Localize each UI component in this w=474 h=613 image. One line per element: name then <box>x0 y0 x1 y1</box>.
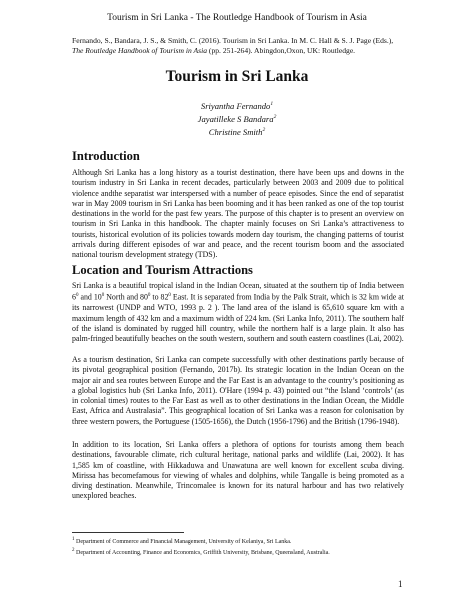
footnote-divider <box>72 532 184 533</box>
citation-block <box>72 36 404 56</box>
author-2: Jayatilleke S Bandara$^2$ <box>197 113 277 124</box>
author-1: Sriyantha Fernando$^1$ <box>200 100 274 111</box>
intro-heading: Introduction <box>72 149 140 163</box>
author-list <box>0 99 474 138</box>
intro-paragraph: Although Sri Lanka has a long history as a tourist destination, there have been ups and downs in the tourism industry in Sri Lanka in recent decades, particularly between 2003 and 2009 due to political violence andthe separatist war interspersed with a number of peace episodes. Since the end of separatist war in May 2009 tourism in Sri Lanka has been booming and it has been ranked as one of the top tourist destinations in the world for the past few years. The purpose of this chapter is to present an overview on tourism in Sri Lanka in this handbook. The chapter mainly focuses on Sri Lanka’s attractiveness to tourists, historical evolution of its policies towards modern day tourism, the changing patterns of tourist arrivals during different episodes of war and peace, and the recent tourism boom and the associated national tourism development strategy (TDS). <box>72 168 404 260</box>
citation-book-title: The Routledge Handbook of Tourism in Asia <box>72 46 208 55</box>
citation-line-1: Fernando, S., Bandara, J. S., & Smith, C. (2016). Tourism in Sri Lanka. In M. C. Hall & S. J. Page (Eds.), <box>72 36 394 45</box>
page-title: Tourism in Sri Lanka <box>165 68 309 85</box>
location-paragraph-3: In addition to its location, Sri Lanka offers a plethora of options for tourists among them beach destinations, favourable climate, rich cultural heritage, national parks and wildlife (Lai, 2002). It has 1,585 km of coastline, with Hikkaduwa and Unawatuna are well known for excellent scuba diving. Mirissa has becomefamous for viewing of whales and dolphins, while Tangalle is being promoted as a diving destination. Meanwhile, Trincomalee is known for its natural harbour and has two relatively unexplored beaches. <box>72 440 404 501</box>
location-paragraph-2: As a tourism destination, Sri Lanka can compete successfully with other destinations partly because of its pivotal geographical position (Fernando, 2017b). Its strategic location in the Indian Ocean on the major air and sea routes between Europe and the Far East is an advantage to the country’s positioning as a global logistics hub (Sri Lanka Info, 2011). O'Hare (1994 p. 43) pointed out “the Island ‘controls’ (as in colonial times) routes to the Far East as well as to other destinations in the Indian Ocean, the Middle East, Africa and Australasia”. This geographical location of Sri Lanka was a reason for colonisation by three western powers, the Portuguese (1505-1656), the Dutch (1956-1796) and the British (1796-1948). <box>72 355 404 426</box>
footnote-2: $^2$ Department of Accounting, Finance and Economics, Griffith University, Brisbane, Queensland, Australia. <box>72 548 330 556</box>
location-heading: Location and Tourism Attractions <box>72 263 253 277</box>
footnote-1: $^1$ Department of Commerce and Financial Management, University of Kelaniya, Sri Lanka. <box>72 537 292 545</box>
running-header: Tourism in Sri Lanka - The Routledge Handbook of Tourism in Asia <box>107 13 367 23</box>
citation-line-2: (pp. 251-264). Abingdon,Oxon, UK: Routledge. <box>207 46 356 55</box>
page-number: 1 <box>398 579 403 589</box>
location-paragraph-1: Sri Lanka is a beautiful tropical island in the Indian Ocean, situated at the southern tip of India between $6^0$ and $10^0$ North and $80^0$ to $82^0$ East. It is separated from India by the Palk Strait, which is 32 km wide at its narrowest (UNDP and WTO, 1993 p. 2 ). The land area of the island is 65,610 square km with a maximum length of 432 km and a maximum width of 224 km. (Sri Lanka Info, 2011). The southern half of the island is dominated by rugged hill country, while the northern half is a large plain. It also has palm-fringed beautifully beaches on the south western, southern and south eastern coastlines (Lai, 2002). <box>72 281 404 344</box>
author-3: Christine Smith$^2$ <box>208 126 266 137</box>
